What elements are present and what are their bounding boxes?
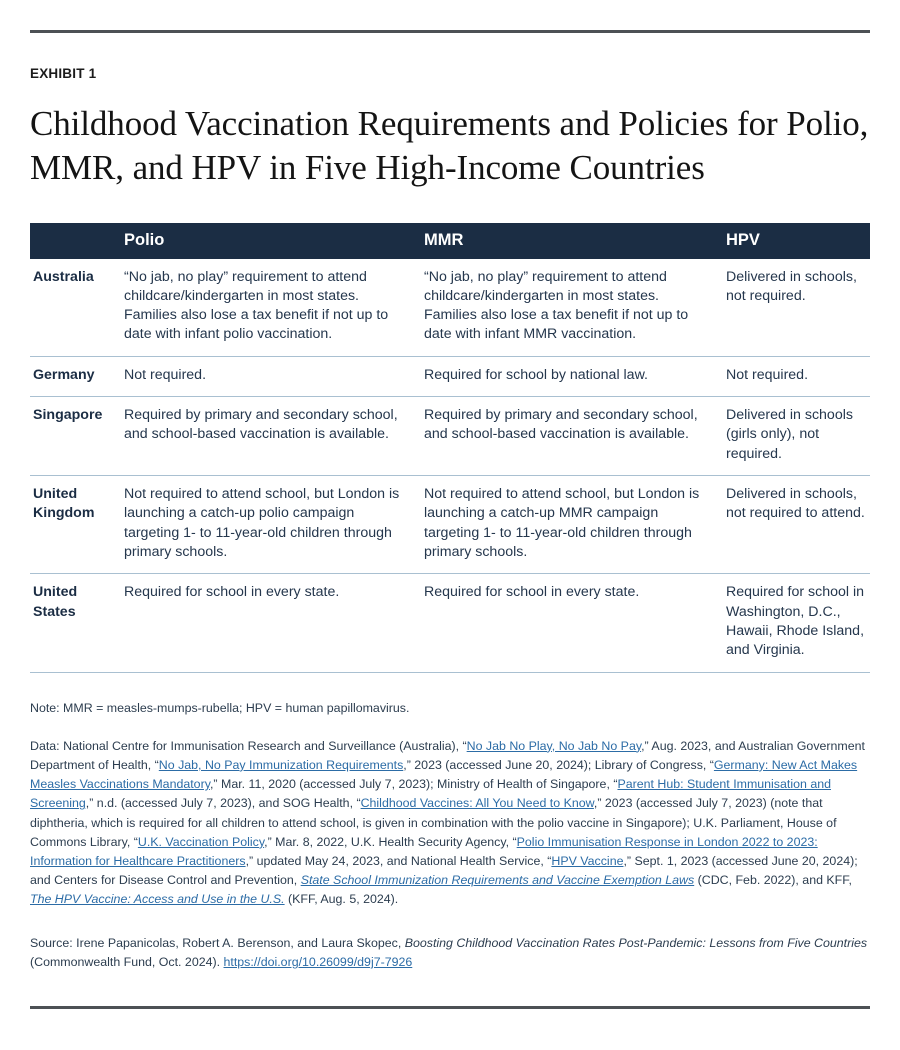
table-row bbox=[30, 397, 870, 476]
citation-label: Source: bbox=[30, 935, 73, 950]
note-line: Note: MMR = measles-mumps-rubella; HPV = human papillomavirus. bbox=[30, 700, 410, 715]
table-row bbox=[30, 259, 870, 357]
citation-link[interactable]: No Jab, No Pay Immunization Requirements bbox=[158, 757, 404, 772]
cell-hpv: Delivered in schools (girls only), not required. bbox=[726, 397, 870, 476]
citation-text: National Centre for Immunisation Research and Surveillance (Australia), “ bbox=[59, 738, 467, 753]
citation-link[interactable]: https://doi.org/10.26099/d9j7-7926 bbox=[223, 954, 413, 969]
citation-link[interactable]: No Jab No Play, No Jab No Pay bbox=[466, 738, 642, 753]
table-row bbox=[30, 574, 870, 672]
column-header-polio: Polio bbox=[124, 223, 424, 259]
citation-text: ,” Mar. 11, 2020 (accessed July 7, 2023); Ministry of Health of Singapore, “ bbox=[209, 777, 618, 792]
column-header-hpv: HPV bbox=[726, 223, 870, 259]
citation-link[interactable]: The HPV Vaccine: Access and Use in the U.S. bbox=[30, 892, 285, 907]
citation-link[interactable]: HPV Vaccine bbox=[551, 854, 624, 869]
citation-text: ,” Mar. 8, 2022, U.K. Health Security Agency, “ bbox=[264, 834, 517, 849]
citation-label: Data: bbox=[30, 738, 60, 753]
cell-polio: Required by primary and secondary school, and school-based vaccination is available. bbox=[124, 397, 424, 476]
citation-text: (Commonwealth Fund, Oct. 2024). bbox=[30, 954, 224, 969]
citation-link[interactable]: Parent Hub: Student Immunisation and Screening bbox=[30, 777, 831, 811]
citation-link[interactable]: Polio Immunisation Response in London 2022 to 2023: Information for Healthcare Practitioners bbox=[30, 834, 818, 869]
cell-hpv: Delivered in schools, not required. bbox=[726, 259, 870, 357]
table-row bbox=[30, 356, 870, 396]
citation-link[interactable]: State School Immunization Requirements and Vaccine Exemption Laws bbox=[300, 873, 695, 888]
row-country-label: United States bbox=[30, 574, 124, 672]
table-header-row bbox=[30, 223, 870, 259]
cell-mmr: “No jab, no play” requirement to attend childcare/kindergarten in most states. Families also lose a tax benefit if not up to date with infant MMR vaccination. bbox=[424, 259, 726, 357]
citation-link[interactable]: U.K. Vaccination Policy bbox=[137, 834, 265, 849]
top-rule bbox=[30, 30, 870, 33]
citation-text: ,” Sept. 1, 2023 (accessed June 20, 2024); and Centers for Disease Control and Prevention, bbox=[30, 854, 858, 888]
row-country-label: United Kingdom bbox=[30, 476, 124, 574]
citation-title: Boosting Childhood Vaccination Rates Post-Pandemic: Lessons from Five Countries bbox=[404, 935, 868, 950]
table-row bbox=[30, 476, 870, 574]
table-header bbox=[30, 223, 870, 259]
source-citation bbox=[30, 934, 870, 972]
notes-section bbox=[30, 699, 870, 973]
citation-text: (KFF, Aug. 5, 2024). bbox=[284, 892, 399, 907]
cell-hpv: Required for school in Washington, D.C., Hawaii, Rhode Island, and Virginia. bbox=[726, 574, 870, 672]
citation-text: ,” n.d. (accessed July 7, 2023), and SOG Health, “ bbox=[85, 796, 361, 811]
cell-mmr: Not required to attend school, but London is launching a catch-up MMR campaign targeting 1- to 11-year-old children through primary schools. bbox=[424, 476, 726, 574]
cell-polio: Not required. bbox=[124, 356, 424, 396]
row-country-label: Australia bbox=[30, 259, 124, 357]
exhibit-eyebrow: EXHIBIT 1 bbox=[30, 66, 97, 81]
citation-text: ,” 2023 (accessed July 7, 2023) (note that diphtheria, which is required for all children to attend school, is given in combination with the polio vaccine in Singapore); U.K. Parliament, House of Commons Library, “ bbox=[30, 796, 837, 849]
row-country-label: Germany bbox=[30, 356, 124, 396]
exhibit-page bbox=[0, 30, 900, 1050]
citation-text: (CDC, Feb. 2022), and KFF, bbox=[694, 873, 852, 888]
citation-link[interactable]: Childhood Vaccines: All You Need to Know bbox=[360, 796, 594, 811]
page-title: Childhood Vaccination Requirements and Policies for Polio, MMR, and HPV in Five High-Income Countries bbox=[30, 104, 869, 187]
column-header-mmr: MMR bbox=[424, 223, 726, 259]
cell-polio: “No jab, no play” requirement to attend childcare/kindergarten in most states. Families also lose a tax benefit if not up to date with infant polio vaccination. bbox=[124, 259, 424, 357]
row-country-label: Singapore bbox=[30, 397, 124, 476]
data-citation bbox=[30, 737, 870, 910]
citation-link[interactable]: Germany: New Act Makes Measles Vaccinations Mandatory bbox=[30, 757, 858, 792]
column-header-country bbox=[30, 223, 124, 259]
table-body bbox=[30, 259, 870, 673]
cell-polio: Not required to attend school, but London is launching a catch-up polio campaign targeting 1- to 11-year-old children through primary schools. bbox=[124, 476, 424, 574]
cell-hpv: Not required. bbox=[726, 356, 870, 396]
bottom-rule bbox=[30, 1006, 870, 1009]
vaccination-requirements-table bbox=[30, 223, 870, 673]
cell-polio: Required for school in every state. bbox=[124, 574, 424, 672]
citation-text: ,” 2023 (accessed June 20, 2024); Library of Congress, “ bbox=[403, 757, 714, 772]
cell-mmr: Required for school by national law. bbox=[424, 356, 726, 396]
citation-text: ,” updated May 24, 2023, and National Health Service, “ bbox=[245, 854, 552, 869]
cell-mmr: Required for school in every state. bbox=[424, 574, 726, 672]
cell-mmr: Required by primary and secondary school, and school-based vaccination is available. bbox=[424, 397, 726, 476]
citation-text: Irene Papanicolas, Robert A. Berenson, and Laura Skopec, bbox=[72, 935, 405, 950]
cell-hpv: Delivered in schools, not required to attend. bbox=[726, 476, 870, 574]
citation-text: ,” Aug. 2023, and Australian Government Department of Health, “ bbox=[30, 738, 865, 772]
